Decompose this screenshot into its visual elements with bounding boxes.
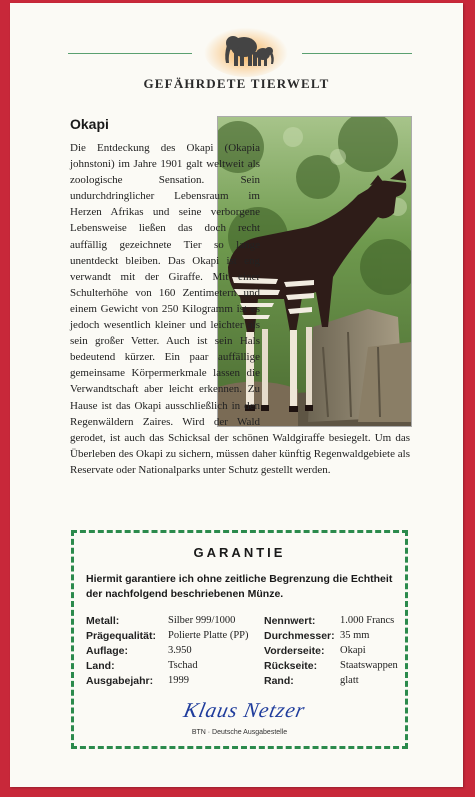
photo-wrap-spacer: [260, 140, 410, 425]
guarantee-intro: Hiermit garantiere ich ohne zeitliche Begrenzung die Echtheit der nachfolgend beschriebenen Münze.: [86, 573, 393, 600]
spec-value: glatt: [340, 675, 359, 686]
article-title: Okapi: [70, 116, 109, 132]
coin-spec-table: [86, 615, 406, 690]
signature: Klaus Netzer: [181, 698, 308, 722]
header-rule-right: [302, 53, 412, 54]
spec-label: Nennwert:: [264, 615, 316, 627]
article-body-text: Die Entdeckung des Okapi (Okapia johnstoni) im Jahre 1901 galt weltweit als zoologische Sensation. Sein undurchdringlicher Lebensraum im Herzen Afrikas und seine verborgene Lebensweise ließen das doch recht auffällig gezeichnete Tier so lange unentdeckt bleiben. Das Okapi ist eng verwandt mit der Giraffe. Mit einer Schulterhöhe von 160 Zentimetern und einem Gewicht von 250 Kilogramm ist es jedoch wesentlich kleiner und leichter als sein großer Vetter. Auch ist sein Hals bedeutend kürzer. Ein paar auffällige gemeinsame Körpermerkmale lassen die Verwandtschaft aber leicht erkennen. Zu Hause ist das Okapi ausschließlich in den Regenwäldern Zaires. Wird der Wald gerodet, ist auch das Schicksal der schönen Waldgiraffe besiegelt. Um das Überleben des Okapi zu sichern, müssen daher künftig Regenwaldgebiete als Reservate oder Nationalparks unter Schutz gestellt werden.: [70, 142, 410, 476]
spec-label: Ausgabejahr:: [86, 675, 154, 687]
spec-value: Staatswappen: [340, 660, 398, 671]
spec-label: Vorderseite:: [264, 645, 325, 657]
spec-value: Okapi: [340, 645, 366, 656]
spec-label: Durchmesser:: [264, 630, 335, 642]
elephant-family-icon: [196, 21, 296, 77]
spec-row: [86, 675, 406, 690]
spec-value: Tschad: [168, 660, 198, 671]
spec-row: [86, 630, 406, 645]
header-rule-left: [68, 53, 192, 54]
spec-row: [86, 660, 406, 675]
spec-value: Silber 999/1000: [168, 615, 236, 626]
spec-label: Auflage:: [86, 645, 128, 657]
spec-value: 35 mm: [340, 630, 370, 641]
spec-label: Prägequalität:: [86, 630, 157, 642]
guarantee-box: [71, 530, 408, 749]
spec-value: Polierte Platte (PP): [168, 630, 249, 641]
spec-label: Land:: [86, 660, 115, 672]
article-body: [70, 140, 410, 478]
certificate-card: [10, 3, 463, 787]
spec-row: [86, 615, 406, 630]
spec-label: Rand:: [264, 675, 294, 687]
guarantee-title: GARANTIE: [193, 545, 286, 560]
spec-row: [86, 645, 406, 660]
spec-label: Metall:: [86, 615, 120, 627]
spec-value: 1999: [168, 675, 189, 686]
spec-value: 3.950: [168, 645, 192, 656]
spec-label: Rückseite:: [264, 660, 318, 672]
series-title: GEFÄHRDETE TIERWELT: [143, 76, 330, 91]
issuer-label: BTN · Deutsche Ausgabestelle: [191, 729, 288, 736]
spec-value: 1.000 Francs: [340, 615, 395, 626]
